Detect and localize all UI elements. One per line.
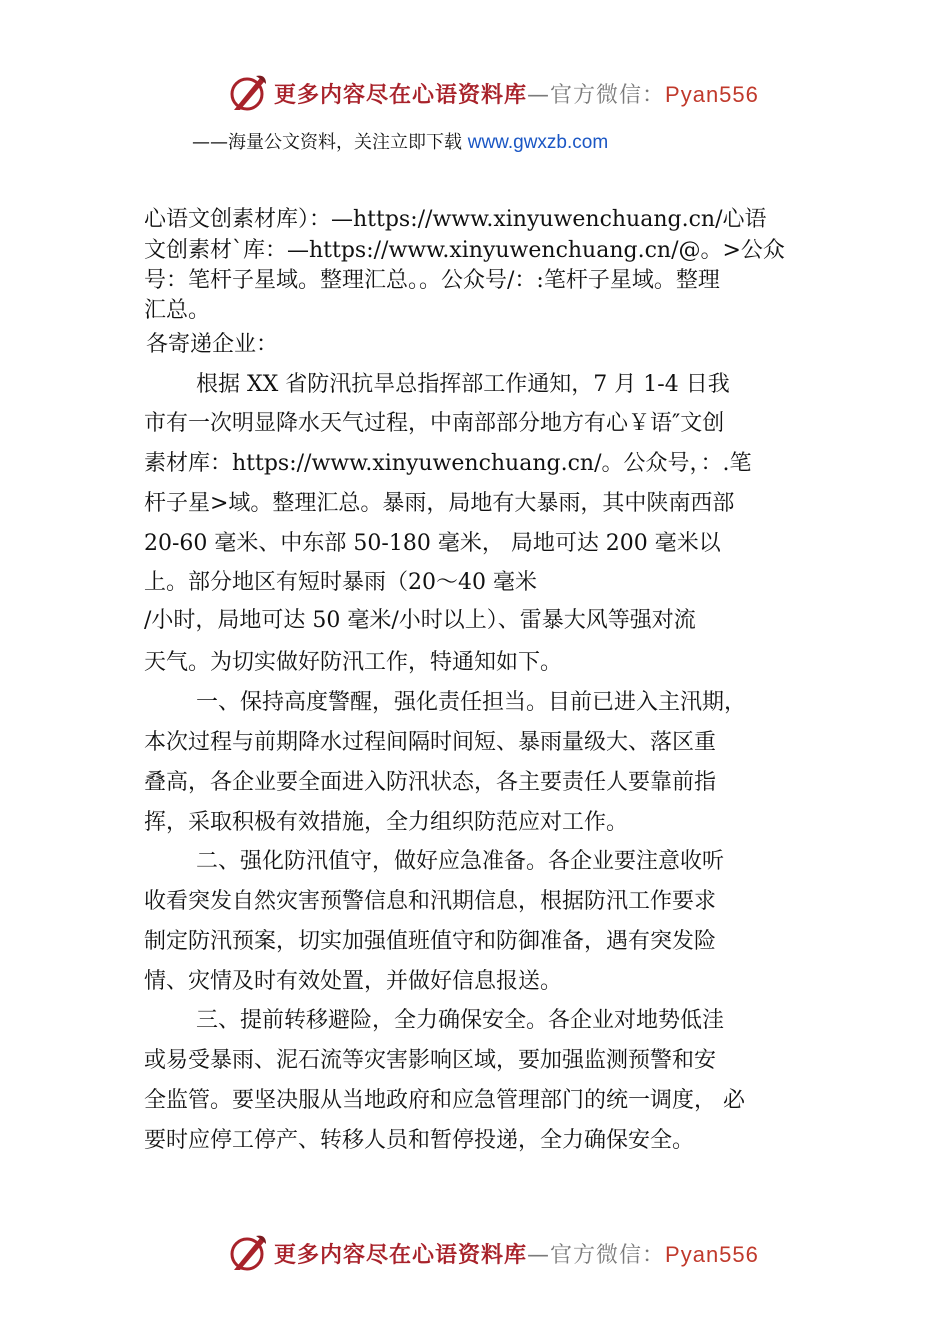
paragraph-1-line: 市有一次明显降水天气过程，中南部部分地方有心￥语″文创 [144, 411, 725, 436]
subline-text: ——海量公文资料，关注立即下载 [192, 132, 468, 153]
paragraph-2-line: 一、保持高度警醒，强化责任担当。目前已进入主汛期， [196, 690, 747, 715]
paragraph-1-line: /小时，局地可达 50 毫米/小时以上）、雷暴大风等强对流 [144, 608, 696, 633]
banner-text [274, 1238, 759, 1269]
paragraph-3-line: 情、灾情及时有效处置，并做好信息报送。 [144, 969, 563, 994]
header-banner [0, 68, 950, 118]
text-line: 汇总。 [144, 298, 211, 323]
text-line: 文创素材`库：—https://www.xinyuwenchuang.cn/@。>公众 [144, 238, 785, 263]
paragraph-4-line: 或易受暴雨、泥石流等灾害影响区域，要加强监测预警和安 [144, 1048, 717, 1073]
paragraph-2-line: 本次过程与前期降水过程间隔时间短、暴雨量级大、落区重 [144, 730, 717, 755]
paragraph-4-line: 要时应停工停产、转移人员和暂停投递，全力确保安全。 [144, 1128, 695, 1153]
text-line: 号：笔杆子星域。整理汇总。。公众号/：:笔杆子星域。整理 [144, 268, 720, 293]
quill-logo-icon [226, 1232, 270, 1274]
text-line: 心语文创素材库）：—https://www.xinyuwenchuang.cn/心语 [144, 207, 767, 232]
website-link[interactable]: www.gwxzb.com [467, 132, 609, 153]
paragraph-4-line: 全监管。要坚决服从当地政府和应急管理部门的统一调度， 必 [144, 1088, 745, 1113]
banner-brand: 更多内容尽在心语资料库 [274, 1243, 528, 1268]
banner-wechat-label: —官方微信： [527, 1243, 666, 1268]
banner-brand: 更多内容尽在心语资料库 [274, 83, 528, 108]
paragraph-1-line: 素材库：https://www.xinyuwenchuang.cn/。公众号，：.笔 [144, 451, 752, 476]
paragraph-2-line: 叠高，各企业要全面进入防汛状态，各主要责任人要靠前指 [144, 770, 717, 795]
banner-wechat-id: Pyan556 [665, 82, 759, 107]
paragraph-2-line: 挥，采取积极有效措施，全力组织防范应对工作。 [144, 810, 629, 835]
banner-wechat-id: Pyan556 [665, 1242, 759, 1267]
banner-wechat-label: —官方微信： [527, 83, 666, 108]
paragraph-1-line: 根据 XX 省防汛抗旱总指挥部工作通知，7 月 1-4 日我 [196, 372, 730, 397]
banner-text [274, 78, 759, 109]
download-subline [192, 128, 608, 154]
paragraph-1-line: 杆子星>域。整理汇总。暴雨，局地有大暴雨，其中陕南西部 [144, 491, 735, 516]
paragraph-1-line: 20-60 毫米、中东部 50-180 毫米， 局地可达 200 毫米以 [144, 531, 721, 556]
paragraph-1-line: 天气。为切实做好防汛工作，特通知如下。 [144, 650, 563, 675]
salutation: 各寄递企业： [146, 332, 279, 357]
footer-banner [0, 1228, 950, 1278]
quill-logo-icon [226, 72, 270, 114]
paragraph-3-line: 收看突发自然灾害预警信息和汛期信息，根据防汛工作要求 [144, 889, 717, 914]
paragraph-4-line: 三、提前转移避险，全力确保安全。各企业对地势低洼 [196, 1008, 725, 1033]
paragraph-1-line: 上。部分地区有短时暴雨（20～40 毫米 [144, 570, 537, 595]
paragraph-3-line: 制定防汛预案，切实加强值班值守和防御准备，遇有突发险 [144, 929, 717, 954]
paragraph-3-line: 二、强化防汛值守，做好应急准备。各企业要注意收听 [196, 849, 725, 874]
